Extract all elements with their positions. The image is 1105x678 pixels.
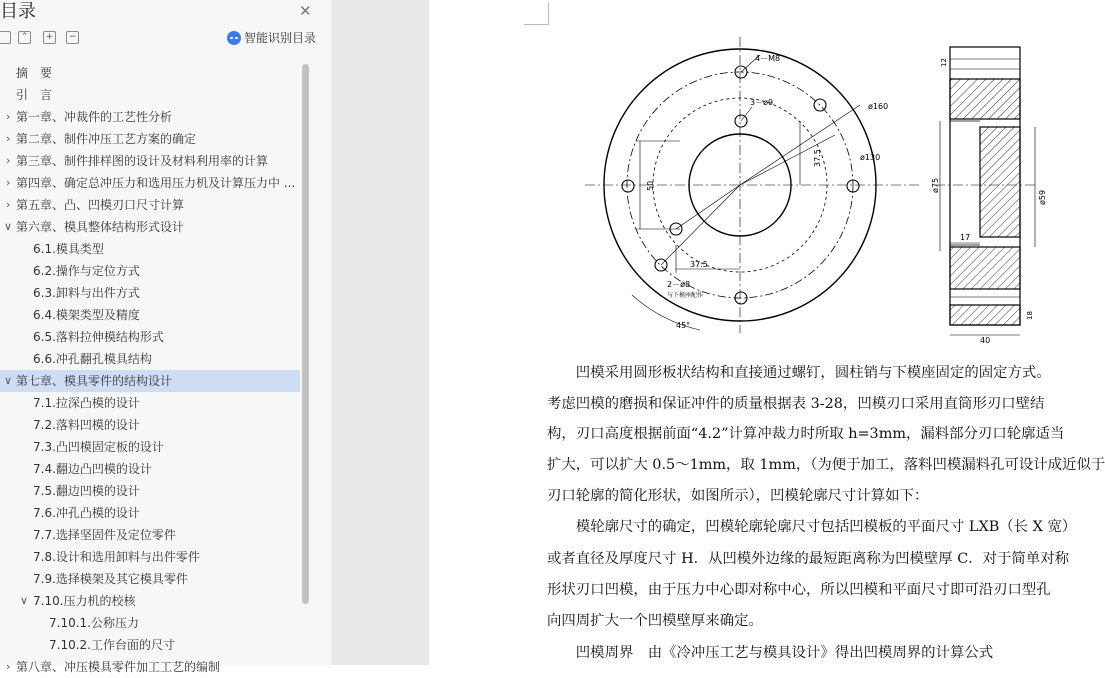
toc-item-label: 7.1.拉深凸模的设计: [33, 396, 140, 410]
chevron-right-icon[interactable]: ›: [6, 132, 11, 145]
toc-item-label: 第六章、模具整体结构形式设计: [16, 220, 185, 234]
toc-item[interactable]: [0, 84, 300, 106]
page-corner-mark: [524, 2, 549, 25]
body-line: 扩大，可以扩大 0.5～1mm，取 1mm，（为便于加工，落料凹模漏料孔可设计成近似于: [547, 457, 1105, 473]
toc-item-label: 7.2.落料凹模的设计: [33, 418, 140, 432]
chevron-right-icon[interactable]: ›: [6, 154, 11, 167]
toc-item[interactable]: [0, 568, 300, 590]
toc-item-label: 7.10.2.工作台面的尺寸: [49, 638, 175, 652]
toc-item-label: 7.10.1.公称压力: [49, 616, 139, 630]
toc-scrollbar-thumb[interactable]: [302, 64, 309, 604]
svg-text:17: 17: [960, 233, 971, 242]
toc-item-label: 第七章、模具零件的结构设计: [16, 374, 173, 388]
toc-item-label: 7.7.选择坚固件及定位零件: [33, 528, 176, 542]
toc-item-label: 6.5.落料拉伸模结构形式: [33, 330, 164, 344]
svg-text:18: 18: [1026, 311, 1034, 320]
toc-item-label: 7.5.翻边凹模的设计: [33, 484, 140, 498]
svg-text:37.5: 37.5: [813, 149, 822, 167]
toc-item-label: 第一章、冲裁件的工艺性分析: [16, 110, 173, 124]
toc-item[interactable]: [0, 370, 300, 392]
toc-item[interactable]: [0, 260, 300, 282]
chevron-down-icon[interactable]: ∨: [20, 594, 29, 607]
chevron-down-icon[interactable]: ∨: [4, 374, 13, 387]
body-line: 形状刃口凹模，由于压力中心即对称中心，所以凹模和平面尺寸即可沿刃口型孔: [547, 582, 1051, 598]
toc-item-label: 第五章、凸、凹模刃口尺寸计算: [16, 198, 185, 212]
svg-text:45°: 45°: [676, 321, 691, 330]
svg-text:40: 40: [980, 336, 991, 345]
toc-item-label: 第八章、冲压模具零件加工工艺的编制: [16, 660, 221, 674]
collapse-up-icon[interactable]: ⌃: [18, 31, 31, 44]
toc-item-label: 6.6.冲孔翻孔模具结构: [33, 352, 152, 366]
toc-list: [0, 62, 300, 678]
svg-text:与下模座配作: 与下模座配作: [667, 292, 704, 299]
svg-text:2－ø8: 2－ø8: [667, 280, 691, 289]
toc-item[interactable]: [0, 612, 300, 634]
body-line: 构，刃口高度根据前面“4.2”计算冲裁力时所取 h=3mm，漏料部分刃口轮廓适当: [547, 426, 1065, 442]
body-line: 凹模周界 由《冷冲压工艺与模具设计》得出凹模周界的计算公式: [547, 645, 994, 661]
body-line: 刃口轮廓的简化形状，如图所示），凹模轮廓尺寸计算如下：: [547, 488, 929, 504]
svg-text:ø59: ø59: [1038, 189, 1047, 205]
toc-item-label: 7.9.选择模架及其它模具零件: [33, 572, 188, 586]
toc-item-label: 引 言: [16, 88, 53, 102]
smart-toc-button[interactable]: [227, 30, 316, 46]
chevron-right-icon[interactable]: ›: [6, 110, 11, 123]
toc-item[interactable]: [0, 634, 300, 656]
toc-item-label: 7.6.冲孔凸模的设计: [33, 506, 140, 520]
toc-item[interactable]: [0, 458, 300, 480]
toc-item[interactable]: [0, 62, 300, 84]
toc-item[interactable]: [0, 216, 300, 238]
close-icon[interactable]: ✕: [299, 2, 312, 20]
body-line: 或者直径及厚度尺寸 H．从凹模外边缘的最短距离称为凹模壁厚 C．对于简单对称: [547, 551, 1069, 567]
side-view: [935, 47, 1035, 335]
toc-item-label: 第三章、制件排样图的设计及材料利用率的计算: [16, 154, 269, 168]
toc-item-label: 7.3.凸凹模固定板的设计: [33, 440, 164, 454]
toc-item[interactable]: [0, 414, 300, 436]
toc-item[interactable]: [0, 304, 300, 326]
body-line: 向四周扩大一个凹模壁厚来确定。: [547, 613, 763, 629]
svg-text:3－ø9: 3－ø9: [750, 98, 774, 107]
toc-item-label: 7.8.设计和选用卸料与出件零件: [33, 550, 200, 564]
toc-item[interactable]: [0, 150, 300, 172]
chevron-down-icon[interactable]: ∨: [4, 220, 13, 233]
toc-item[interactable]: [0, 502, 300, 524]
toc-item[interactable]: [0, 436, 300, 458]
body-line: 凹模采用圆形板状结构和直接通过螺钉，圆柱销与下模座固定的固定方式。: [547, 365, 1051, 381]
toc-item[interactable]: [0, 524, 300, 546]
toc-item-label: 摘 要: [16, 66, 53, 80]
svg-text:37.5: 37.5: [690, 260, 708, 269]
checkbox-toggle-icon[interactable]: [0, 31, 11, 44]
toc-item-label: 第四章、确定总冲压力和选用压力机及计算压力中 ...: [16, 176, 296, 190]
toc-item[interactable]: [0, 348, 300, 370]
chevron-right-icon[interactable]: ›: [6, 198, 11, 211]
toc-item[interactable]: [0, 546, 300, 568]
toc-item[interactable]: [0, 656, 300, 678]
toc-item[interactable]: [0, 106, 300, 128]
ai-robot-icon: [227, 31, 241, 45]
toc-item[interactable]: [0, 480, 300, 502]
body-line: 考虑凹模的磨损和保证冲件的质量根据表 3-28，凹模刃口采用直筒形刃口壁结: [547, 396, 1045, 412]
toc-item-label: 7.4.翻边凸凹模的设计: [33, 462, 152, 476]
toc-item-label: 6.2.操作与定位方式: [33, 264, 140, 278]
toc-item[interactable]: [0, 282, 300, 304]
toc-item-label: 第二章、制件冲压工艺方案的确定: [16, 132, 197, 146]
toc-item[interactable]: [0, 194, 300, 216]
chevron-right-icon[interactable]: ›: [6, 660, 11, 673]
die-drawing: [580, 35, 1080, 353]
toc-item[interactable]: [0, 172, 300, 194]
document-gutter: [333, 0, 429, 665]
svg-text:50: 50: [646, 180, 655, 191]
toc-item[interactable]: [0, 128, 300, 150]
toc-item-label: 6.1.模具类型: [33, 242, 104, 256]
svg-text:ø130: ø130: [860, 153, 881, 162]
svg-text:4－M8: 4－M8: [755, 54, 781, 63]
body-line: 模轮廓尺寸的确定，凹模轮廓轮廓尺寸包括凹模板的平面尺寸 LXB（长 X 宽）: [547, 519, 1077, 535]
toc-item-label: 7.10.压力机的校核: [33, 594, 136, 608]
toc-item-label: 6.4.模架类型及精度: [33, 308, 140, 322]
toc-item-label: 6.3.卸料与出件方式: [33, 286, 140, 300]
toc-item[interactable]: [0, 238, 300, 260]
svg-text:ø75: ø75: [931, 177, 940, 193]
toc-panel: [0, 0, 333, 674]
chevron-right-icon[interactable]: ›: [6, 176, 11, 189]
panel-title: 目录: [0, 1, 36, 22]
toc-item[interactable]: [0, 326, 300, 348]
expand-plus-icon[interactable]: +: [43, 31, 56, 44]
collapse-minus-icon[interactable]: −: [66, 31, 79, 44]
toc-item[interactable]: [0, 590, 300, 612]
svg-text:12: 12: [940, 58, 948, 67]
svg-text:ø160: ø160: [868, 102, 889, 111]
smart-toc-label: 智能识别目录: [244, 31, 317, 45]
toc-item[interactable]: [0, 392, 300, 414]
